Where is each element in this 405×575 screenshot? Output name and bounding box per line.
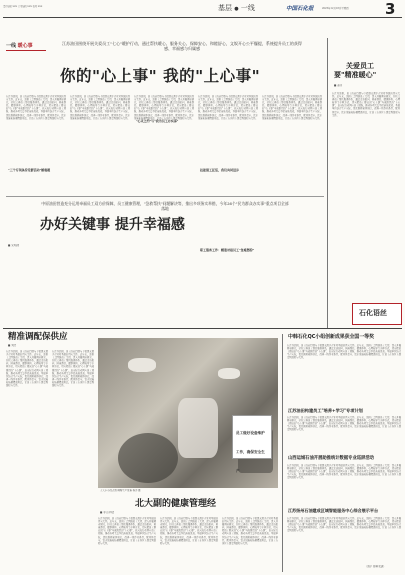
photo-helmet-1 — [128, 358, 156, 372]
photo-wheel — [118, 433, 178, 483]
right-brief-title-1: 中韩石化QC小组创新成果获全国一等奖 — [288, 334, 374, 340]
right-brief-body-3-text: 在江苏油田，员工的获得感与幸福感来源于企业对基层的真实关怀。近年来，油田工会围绕员工关切，深入开展调查研究，持续完善员工帮扶服务体系，通过走访慰问、困难帮扶、健康体检、心理疏导等多种方式，切实把员工群众的"心上事"当成组织的"上心事"，以实际行动回应员工期盼，推动各项关爱举措落地见效。基层单位结合生产实际，优化倒班轮休制度，改善一线作业条件，配置休息室、饮水设施和防暑降温用品，让员工在岗位上感受到温暖与关怀。 — [287, 464, 401, 480]
bottom-center-col-1 — [98, 517, 156, 572]
issue-date: 2025年12月18日星期四 — [322, 7, 349, 10]
newspaper-logo: 中国石化报 — [286, 6, 314, 12]
corner-tag-text: 石化语丝 — [359, 309, 387, 317]
sub-head-3: 技能强工匠活，我们共同进步 — [200, 168, 240, 172]
section-divider-1 — [6, 196, 324, 197]
bottom-left-col-1 — [6, 350, 48, 570]
bottom-center-col-2 — [160, 517, 218, 572]
column-tag-name: 暖心事 — [17, 43, 33, 49]
bottom-center-byline: ■ 李山 林洁 — [100, 511, 115, 514]
column-tag-prefix: 一线 — [6, 43, 17, 49]
article-column-4 — [198, 95, 258, 285]
right-brief-footer: （海宁 张琳 报道） — [365, 565, 386, 568]
article-column-1 — [6, 95, 66, 285]
second-title: 办好关键事 提升幸福感 — [40, 217, 185, 233]
right-brief-body-3 — [287, 464, 401, 504]
bottom-left-col-1-text: 在江苏油田，员工的获得感与幸福感来源于企业对基层的真实关怀。近年来，油田工会围绕员工关切，深入开展调查研究，持续完善员工帮扶服务体系，通过走访慰问、困难帮扶、健康体检、心理疏导等多种方式，切实把员工群众的"心上事"当成组织的"上心事"，以实际行动回应员工期盼，推动各项关爱举措落地见效。基层单位结合生产实际，优化倒班轮休制度，改善一线作业条件，配置休息室、饮水设施和防暑降温用品，让员工在岗位上感受到温暖与关怀。 — [6, 350, 48, 388]
bottom-left-col-2-text: 在江苏油田，员工的获得感与幸福感来源于企业对基层的真实关怀。近年来，油田工会围绕员工关切，深入开展调查研究，持续完善员工帮扶服务体系，通过走访慰问、困难帮扶、健康体检、心理疏导等多种方式，切实把员工群众的"心上事"当成组织的"上心事"，以实际行动回应员工期盼，推动各项关爱举措落地见效。基层单位结合生产实际，优化倒班轮休制度，改善一线作业条件，配置休息室、饮水设施和防暑降温用品，让员工在岗位上感受到温暖与关怀。 — [52, 350, 94, 388]
sidebar-title — [334, 62, 376, 80]
sidebar-author: ■ 高远 — [334, 84, 343, 87]
bottom-center-col-2-text: 在江苏油田，员工的获得感与幸福感来源于企业对基层的真实关怀。近年来，油田工会围绕员工关切，深入开展调查研究，持续完善员工帮扶服务体系，通过走访慰问、困难帮扶、健康体检、心理疏导等多种方式，切实把员工群众的"心上事"当成组织的"上心事"，以实际行动回应员工期盼，推动各项关爱举措落地见效。基层单位结合生产实际，优化倒班轮休制度，改善一线作业条件，配置休息室、饮水设施和防暑降温用品，让员工在岗位上感受到温暖与关怀。 — [160, 517, 218, 545]
photo-worker-body — [178, 398, 218, 458]
right-brief-title-4: 江苏扬州石油建成区域智能服务中心综合展示平台 — [288, 508, 379, 513]
right-brief-body-1 — [287, 344, 401, 407]
article-column-3-text: 在江苏油田，员工的获得感与幸福感来源于企业对基层的真实关怀。近年来，油田工会围绕员工关切，深入开展调查研究，持续完善员工帮扶服务体系，通过走访慰问、困难帮扶、健康体检、心理疏导等多种方式，切实把员工群众的"心上事"当成组织的"上心事"，以实际行动回应员工期盼，推动各项关爱举措落地见效。基层单位结合生产实际，优化倒班轮休制度，改善一线作业条件，配置休息室、饮水设施和防暑降温用品，让员工在岗位上感受到温暖与关怀。 — [134, 95, 194, 120]
article-column-2 — [70, 95, 130, 285]
article-column-1-text: 在江苏油田，员工的获得感与幸福感来源于企业对基层的真实关怀。近年来，油田工会围绕员工关切，深入开展调查研究，持续完善员工帮扶服务体系，通过走访慰问、困难帮扶、健康体检、心理疏导等多种方式，切实把员工群众的"心上事"当成组织的"上心事"，以实际行动回应员工期盼，推动各项关爱举措落地见效。基层单位结合生产实际，优化倒班轮休制度，改善一线作业条件，配置休息室、饮水设施和防暑降温用品，让员工在岗位上感受到温暖与关怀。 — [6, 95, 66, 120]
article-column-3 — [134, 95, 194, 285]
bottom-center-title: 北大副的健康管理经 — [135, 499, 217, 509]
bottom-center-col-1-text: 在江苏油田，员工的获得感与幸福感来源于企业对基层的真实关怀。近年来，油田工会围绕员工关切，深入开展调查研究，持续完善员工帮扶服务体系，通过走访慰问、困难帮扶、健康体检、心理疏导等多种方式，切实把员工群众的"心上事"当成组织的"上心事"，以实际行动回应员工期盼，推动各项关爱举措落地见效。基层单位结合生产实际，优化倒班轮休制度，改善一线作业条件，配置休息室、饮水设施和防暑降温用品，让员工在岗位上感受到温暖与关怀。 — [98, 517, 156, 545]
second-intro: 中原油田营造充分运用牵福员工双方价保障，员工健康管理，"急救帮扶"问题解决等，推出多项务实举措，今年26个"民为群众办实事"重点项目全部落地 — [41, 201, 289, 212]
masthead-info: 责任编辑 XXX 美术编辑 XXX 校对 XXX — [3, 5, 43, 8]
sub-head-2: "心灵之约"与"我为员工办实事" — [136, 119, 179, 123]
lead-intro: 江苏油田围绕开展关爱员工"七心"暖护行动，通过帮扶暖心、服务关心、保障安心、和睦舒心，文娱开心公平爆提，系统提升员工的获得感、幸福感与归属感 — [62, 41, 302, 52]
column-tag — [6, 42, 33, 49]
sidebar-title-line2: 要"精准暖心" — [334, 71, 377, 79]
page-number: 3 — [385, 0, 396, 18]
corner-tag — [352, 303, 402, 325]
article-column-5-text: 在江苏油田，员工的获得感与幸福感来源于企业对基层的真实关怀。近年来，油田工会围绕员工关切，深入开展调查研究，持续完善员工帮扶服务体系，通过走访慰问、困难帮扶、健康体检、心理疏导等多种方式，切实把员工群众的"心上事"当成组织的"上心事"，以实际行动回应员工期盼，推动各项关爱举措落地见效。基层单位结合生产实际，优化倒班轮休制度，改善一线作业条件，配置休息室、饮水设施和防暑降温用品，让员工在岗位上感受到温暖与关怀。 — [262, 95, 322, 120]
section-name — [218, 3, 255, 13]
article-column-2-text: 在江苏油田，员工的获得感与幸福感来源于企业对基层的真实关怀。近年来，油田工会围绕员工关切，深入开展调查研究，持续完善员工帮扶服务体系，通过走访慰问、困难帮扶、健康体检、心理疏导等多种方式，切实把员工群众的"心上事"当成组织的"上心事"，以实际行动回应员工期盼，推动各项关爱举措落地见效。基层单位结合生产实际，优化倒班轮休制度，改善一线作业条件，配置休息室、饮水设施和防暑降温用品，让员工在岗位上感受到温暖与关怀。 — [70, 95, 130, 120]
sidebar-divider — [327, 38, 328, 328]
second-byline: ■ 宋明清 — [8, 244, 20, 247]
masthead-rule — [3, 17, 402, 18]
photo-caption-box — [232, 415, 272, 473]
sub-head-1: "三个专项条持党群活动"解难题 — [8, 168, 51, 172]
sidebar-title-line1: 关爱员工 — [346, 62, 374, 70]
article-column-4-text: 在江苏油田，员工的获得感与幸福感来源于企业对基层的真实关怀。近年来，油田工会围绕员工关切，深入开展调查研究，持续完善员工帮扶服务体系，通过走访慰问、困难帮扶、健康体检、心理疏导等多种方式，切实把员工群众的"心上事"当成组织的"上心事"，以实际行动回应员工期盼，推动各项关爱举措落地见效。基层单位结合生产实际，优化倒班轮休制度，改善一线作业条件，配置休息室、饮水设施和防暑降温用品，让员工在岗位上感受到温暖与关怀。 — [198, 95, 258, 120]
right-brief-title-2: 江苏油田构建员工"培养+学习"专项计划 — [288, 408, 363, 413]
right-brief-title-3: 山西运城石油开展助推统计数据专业巡屏活动 — [288, 456, 374, 461]
bottom-left-author: ■ 刘光 — [8, 344, 17, 347]
right-briefs-divider — [282, 334, 283, 572]
main-title-part1: 你的"心上事" — [60, 67, 158, 85]
sidebar-body — [332, 92, 400, 304]
section-name-dot: ● — [234, 6, 239, 12]
photo-helmet-2 — [218, 368, 240, 379]
sidebar-body-text: 在江苏油田，员工的获得感与幸福感来源于企业对基层的真实关怀。近年来，油田工会围绕员工关切，深入开展调查研究，持续完善员工帮扶服务体系，通过走访慰问、困难帮扶、健康体检、心理疏导等多种方式，切实把员工群众的"心上事"当成组织的"上心事"，以实际行动回应员工期盼，推动各项关爱举措落地见效。基层单位结合生产实际，优化倒班轮休制度，改善一线作业条件，配置休息室、饮水设施和防暑降温用品，让员工在岗位上感受到温暖与关怀。 — [332, 92, 400, 117]
second-sub-head: 职工服务工作：精准对接员工"急难愁盼" — [200, 248, 255, 252]
bottom-left-title: 精准调配保供应 — [8, 332, 68, 342]
right-brief-body-4 — [287, 517, 401, 565]
section-divider-2 — [3, 328, 402, 329]
bottom-center-col-3 — [222, 517, 278, 572]
photo-caption: 大大小小的点赞·调整生产设备 杨洋 摄 — [100, 489, 141, 492]
bottom-center-col-3-text: 在江苏油田，员工的获得感与幸福感来源于企业对基层的真实关怀。近年来，油田工会围绕员工关切，深入开展调查研究，持续完善员工帮扶服务体系，通过走访慰问、困难帮扶、健康体检、心理疏导等多种方式，切实把员工群众的"心上事"当成组织的"上心事"，以实际行动回应员工期盼，推动各项关爱举措落地见效。基层单位结合生产实际，优化倒班轮休制度，改善一线作业条件，配置休息室、饮水设施和防暑降温用品，让员工在岗位上感受到温暖与关怀。 — [222, 517, 278, 545]
photo-caption-box-text: 员工做好设备维护工作，确保安全生产 — [236, 431, 265, 473]
right-brief-body-2 — [287, 416, 401, 452]
section-name-main: 基层 — [218, 4, 232, 12]
main-title — [60, 64, 260, 86]
right-brief-body-4-text: 在江苏油田，员工的获得感与幸福感来源于企业对基层的真实关怀。近年来，油田工会围绕员工关切，深入开展调查研究，持续完善员工帮扶服务体系，通过走访慰问、困难帮扶、健康体检、心理疏导等多种方式，切实把员工群众的"心上事"当成组织的"上心事"，以实际行动回应员工期盼，推动各项关爱举措落地见效。基层单位结合生产实际，优化倒班轮休制度，改善一线作业条件，配置休息室、饮水设施和防暑降温用品，让员工在岗位上感受到温暖与关怀。 — [287, 517, 401, 533]
bottom-left-col-2 — [52, 350, 94, 570]
feature-photo — [98, 338, 278, 488]
column-tag-underline — [6, 50, 46, 51]
section-name-sub: 一线 — [240, 4, 255, 12]
article-column-5 — [262, 95, 322, 285]
right-brief-body-1-text: 在江苏油田，员工的获得感与幸福感来源于企业对基层的真实关怀。近年来，油田工会围绕员工关切，深入开展调查研究，持续完善员工帮扶服务体系，通过走访慰问、困难帮扶、健康体检、心理疏导等多种方式，切实把员工群众的"心上事"当成组织的"上心事"，以实际行动回应员工期盼，推动各项关爱举措落地见效。基层单位结合生产实际，优化倒班轮休制度，改善一线作业条件，配置休息室、饮水设施和防暑降温用品，让员工在岗位上感受到温暖与关怀。 — [287, 344, 401, 360]
right-brief-body-2-text: 在江苏油田，员工的获得感与幸福感来源于企业对基层的真实关怀。近年来，油田工会围绕员工关切，深入开展调查研究，持续完善员工帮扶服务体系，通过走访慰问、困难帮扶、健康体检、心理疏导等多种方式，切实把员工群众的"心上事"当成组织的"上心事"，以实际行动回应员工期盼，推动各项关爱举措落地见效。基层单位结合生产实际，优化倒班轮休制度，改善一线作业条件，配置休息室、饮水设施和防暑降温用品，让员工在岗位上感受到温暖与关怀。 — [287, 416, 401, 432]
main-title-part2: 我的"上心事" — [163, 67, 261, 85]
